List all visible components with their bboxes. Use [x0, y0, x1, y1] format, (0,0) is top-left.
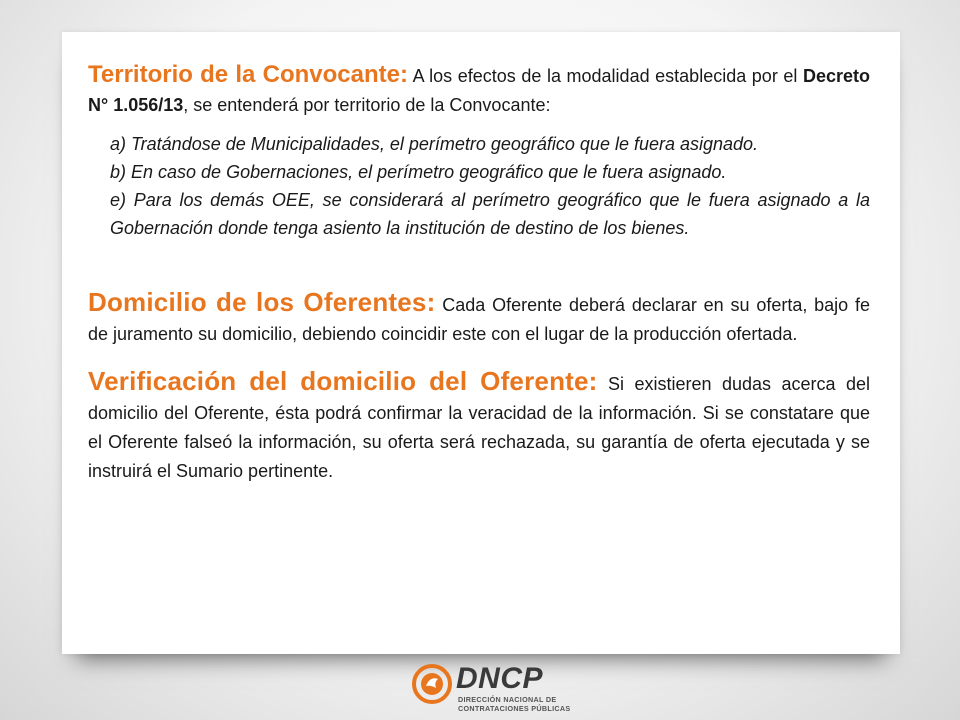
logo-subtitle-line2: CONTRATACIONES PÚBLICAS	[458, 703, 571, 713]
dncp-logo	[412, 662, 571, 716]
decreto-reference: Decreto N° 1.056/13	[88, 66, 871, 115]
document-content	[88, 60, 870, 486]
domicilio-heading: Domicilio de los Oferentes:	[88, 287, 436, 317]
dncp-emblem-icon	[412, 664, 452, 704]
territorio-text-b: , se entenderá por territorio de la Convocante:	[183, 95, 551, 115]
verificacion-heading: Verificación del domicilio del Oferente:	[88, 366, 598, 396]
logo-subtitle-line1: DIRECCIÓN NACIONAL DE	[458, 695, 557, 704]
territorio-paragraph	[88, 60, 870, 120]
list-item-b: b) En caso de Gobernaciones, el perímetro geográfico que le fuera asignado.	[110, 162, 727, 182]
domicilio-text: Cada Oferente deberá declarar en su oferta, bajo fe de juramento su domicilio, debiendo coincidir este con el lugar de la producción ofertada.	[88, 295, 871, 344]
territorio-text-a: A los efectos de la modalidad establecida por el	[408, 66, 803, 86]
verificacion-paragraph	[88, 367, 870, 486]
territorio-list	[110, 130, 870, 242]
list-item-e: e) Para los demás OEE, se considerará al perímetro geográfico que le fuera asignado a la Gobernación donde tenga asiento la institución de destino de los bienes.	[110, 190, 870, 238]
territorio-heading: Territorio de la Convocante:	[88, 61, 408, 88]
verificacion-text: Si existieren dudas acerca del domicilio del Oferente, ésta podrá confirmar la veracidad de la información. Si se constatare que el Oferente falseó la información, su oferta será rechazada, su garantía de oferta ejecutada y se instruirá el Sumario pertinente.	[88, 374, 871, 481]
logo-wordmark: DNCP	[456, 662, 544, 695]
domicilio-paragraph	[88, 288, 870, 349]
list-item-a: a) Tratándose de Municipalidades, el perímetro geográfico que le fuera asignado.	[110, 134, 759, 154]
document-card	[62, 32, 900, 654]
logo-subtitle	[458, 696, 570, 713]
